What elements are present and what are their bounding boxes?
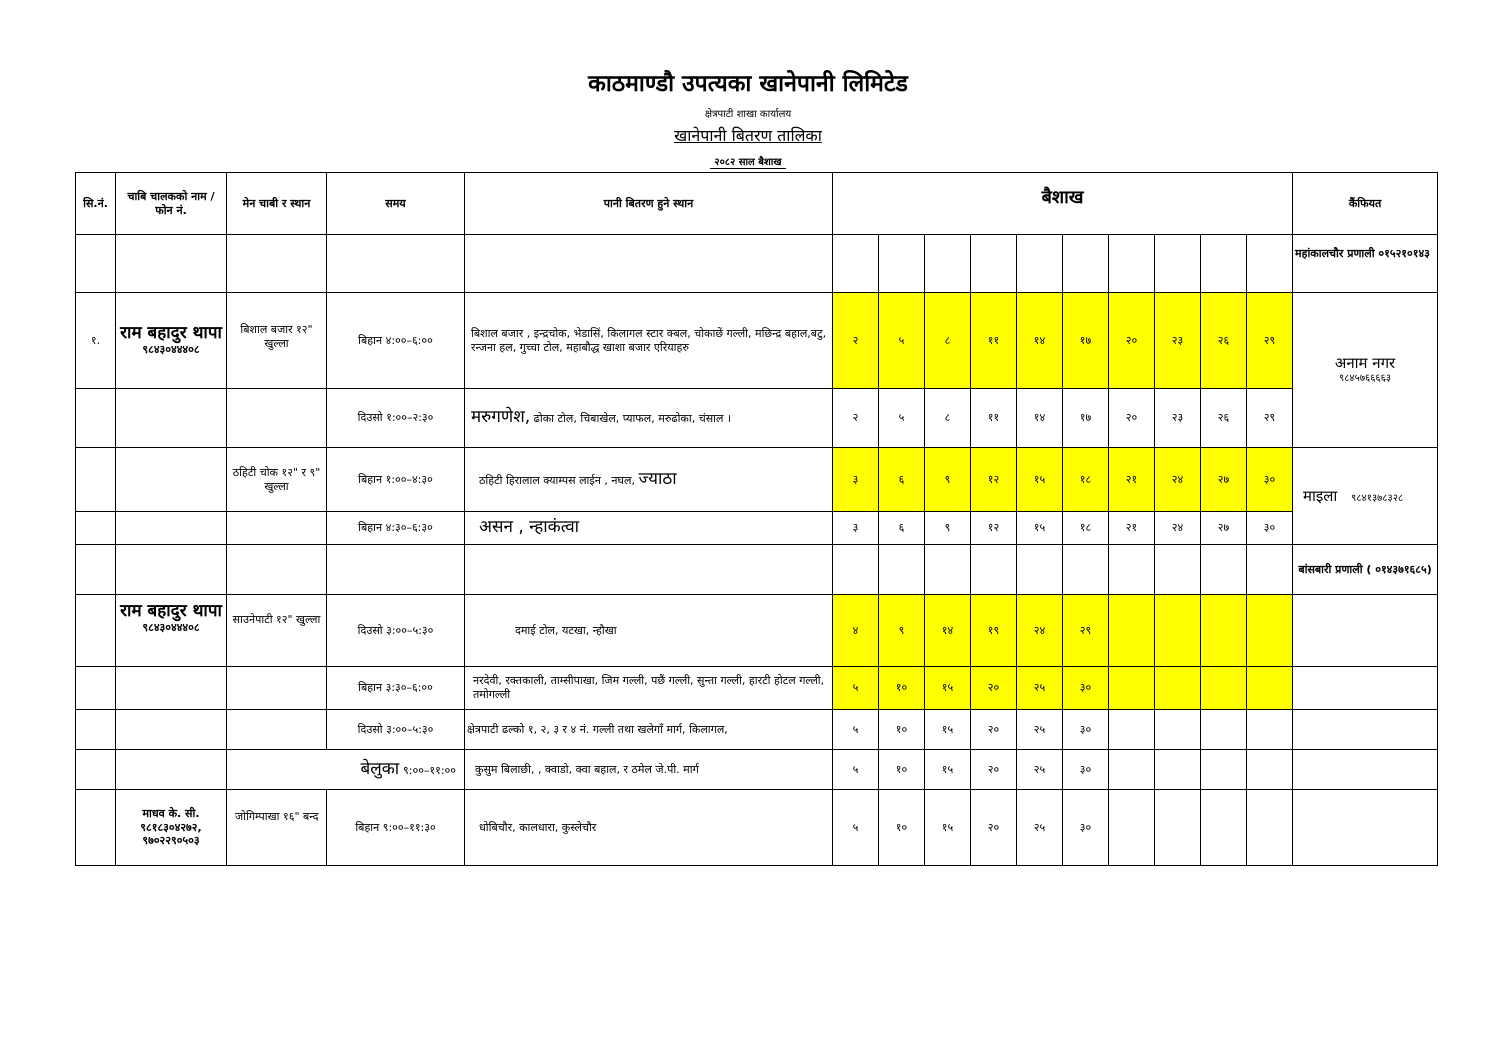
operator-2-phone: ९८४३०४४४०८ bbox=[142, 620, 200, 634]
table-row bbox=[76, 710, 1438, 750]
col-time: समय bbox=[327, 173, 465, 235]
row-location: क्षेत्रपाटी ढल्को १, २, ३ र ४ नं. गल्ली तथा खलेगाँ मार्ग, किलागल, bbox=[465, 710, 833, 750]
valve-1: बिशाल बजार १२" खुल्ला bbox=[227, 293, 327, 389]
date-cell: १४ bbox=[925, 595, 971, 667]
valve-4: जोगिम्पाखा १६" बन्द bbox=[227, 790, 327, 866]
row-sn bbox=[76, 667, 116, 710]
date-cell: ९ bbox=[879, 595, 925, 667]
table-row bbox=[76, 512, 1438, 545]
row-location: नरदेवी, रक्तकाली, ताम्सीपाखा, जिम गल्ली, पछैं गल्ली, सुन्ता गल्ली, हारटी होटल गल्ली, तमोगल्ली bbox=[465, 667, 833, 710]
table-row bbox=[76, 595, 1438, 667]
office-name: क्षेत्रपाटी शाखा कार्यालय bbox=[704, 109, 792, 120]
date-cell: २० bbox=[1109, 293, 1155, 389]
row-sn bbox=[76, 750, 116, 790]
system-mahankal: महांकालचौर प्रणाली ०१५२१०१४३ bbox=[1293, 235, 1438, 293]
col-operator: चाबि चालकको नाम / फोन नं. bbox=[116, 173, 227, 235]
table-row bbox=[76, 750, 1438, 790]
operator-2 bbox=[116, 595, 227, 667]
time-rest: ९:००–११:०० bbox=[403, 763, 456, 777]
date-cell: २५ bbox=[1017, 750, 1063, 790]
row-location bbox=[465, 512, 833, 545]
row-time: बिहान ३:३०–६:०० bbox=[327, 667, 465, 710]
location-lead: असन , न्हाकंत्वा bbox=[479, 517, 580, 538]
date-cell: ३० bbox=[1247, 512, 1293, 545]
date-cell: २४ bbox=[1155, 512, 1201, 545]
date-cell: ३० bbox=[1063, 667, 1109, 710]
date-cell: ३ bbox=[833, 448, 879, 512]
date-cell: २५ bbox=[1017, 790, 1063, 866]
date-cell: २ bbox=[833, 389, 879, 448]
row-sn bbox=[76, 595, 116, 667]
row-time: दिउसो ३:००–५:३० bbox=[327, 595, 465, 667]
remarks-2 bbox=[1293, 448, 1438, 545]
date-cell: ३० bbox=[1063, 750, 1109, 790]
date-cell: १० bbox=[879, 750, 925, 790]
date-cell: २४ bbox=[1017, 595, 1063, 667]
date-cell: ८ bbox=[925, 389, 971, 448]
date-cell: ५ bbox=[879, 389, 925, 448]
date-cell: ३० bbox=[1247, 448, 1293, 512]
row-location bbox=[465, 389, 833, 448]
date-cell: १२ bbox=[971, 448, 1017, 512]
date-cell: २९ bbox=[1063, 595, 1109, 667]
date-cell: १९ bbox=[971, 595, 1017, 667]
year-label: २०८२ साल बैशाख bbox=[710, 157, 785, 169]
date-cell: १५ bbox=[1017, 448, 1063, 512]
table-row bbox=[76, 448, 1438, 512]
header-row bbox=[76, 173, 1438, 235]
date-cell: ८ bbox=[925, 293, 971, 389]
operator-1 bbox=[116, 293, 227, 389]
col-month: बैशाख bbox=[833, 173, 1293, 235]
row-sn: १. bbox=[76, 293, 116, 389]
date-cell: ३ bbox=[833, 512, 879, 545]
valve-3: साउनेपाटी १२" खुल्ला bbox=[227, 595, 327, 667]
date-cell: ३० bbox=[1063, 710, 1109, 750]
date-cell: २१ bbox=[1109, 448, 1155, 512]
date-cell: १८ bbox=[1063, 448, 1109, 512]
date-cell: ५ bbox=[833, 790, 879, 866]
col-sn: सि.नं. bbox=[76, 173, 116, 235]
row-sn bbox=[76, 389, 116, 448]
system-bansbari: बांसबारी प्रणाली ( ०१४३७१६८५) bbox=[1293, 545, 1438, 595]
date-cell: १५ bbox=[925, 667, 971, 710]
row-time: बिहान ४:००–६:०० bbox=[327, 293, 465, 389]
row-location: धोबिचौर, कालधारा, कुस्लेचौर bbox=[465, 790, 833, 866]
operator-3-phone: ९८१८३०४२७२, ९७०२२९०५०३ bbox=[140, 820, 202, 848]
system-row-mahankal bbox=[76, 235, 1438, 293]
row-sn bbox=[76, 448, 116, 512]
distribution-table bbox=[75, 172, 1438, 866]
date-cell: १७ bbox=[1063, 389, 1109, 448]
operator-1-phone: ९८४३०४४४०८ bbox=[142, 342, 200, 356]
date-cell: १४ bbox=[1017, 293, 1063, 389]
row-time: बिहान ९:००–११:३० bbox=[327, 790, 465, 866]
date-cell: २१ bbox=[1109, 512, 1155, 545]
date-cell: २५ bbox=[1017, 667, 1063, 710]
date-cell: ५ bbox=[833, 750, 879, 790]
col-valve: मेन चाबी र स्थान bbox=[227, 173, 327, 235]
date-cell: ६ bbox=[879, 448, 925, 512]
date-cell: १८ bbox=[1063, 512, 1109, 545]
date-cell: २९ bbox=[1247, 389, 1293, 448]
date-cell: १५ bbox=[1017, 512, 1063, 545]
date-cell: ६ bbox=[879, 512, 925, 545]
remarks-2-name: माइला bbox=[1303, 486, 1338, 505]
row-time: दिउसो १:००–२:३० bbox=[327, 389, 465, 448]
date-cell: ११ bbox=[971, 389, 1017, 448]
col-location: पानी बितरण हुने स्थान bbox=[465, 173, 833, 235]
row-time bbox=[227, 750, 465, 790]
row-location: कुसुम बिलाछी, , क्वाडो, क्वा बहाल, र ठमेल जे.पी. मार्ग bbox=[465, 750, 833, 790]
date-cell: ११ bbox=[971, 293, 1017, 389]
valve-2: ठहिटी चोक १२" र ९" खुल्ला bbox=[227, 448, 327, 512]
date-cell: ५ bbox=[879, 293, 925, 389]
date-cell: २ bbox=[833, 293, 879, 389]
date-cell: १५ bbox=[925, 790, 971, 866]
row-time: बिहान १:००–४:३० bbox=[327, 448, 465, 512]
table-row bbox=[76, 389, 1438, 448]
date-cell: २७ bbox=[1201, 512, 1247, 545]
remarks-1-name: अनाम नगर bbox=[1334, 354, 1396, 373]
date-cell: २० bbox=[971, 790, 1017, 866]
date-cell: २३ bbox=[1155, 293, 1201, 389]
col-remarks: कैंफियत bbox=[1293, 173, 1438, 235]
page-title: काठमाण्डौ उपत्यका खानेपानी लिमिटेड bbox=[588, 71, 908, 97]
table-row bbox=[76, 293, 1438, 389]
remarks-1 bbox=[1293, 293, 1438, 448]
date-cell: ५ bbox=[833, 710, 879, 750]
remarks-2-phone: ९८४१३७८३२८ bbox=[1351, 492, 1404, 504]
date-cell: १२ bbox=[971, 512, 1017, 545]
operator-3 bbox=[116, 790, 227, 866]
location-lead: ज्याठा bbox=[638, 468, 677, 489]
date-cell: ४ bbox=[833, 595, 879, 667]
date-cell: २० bbox=[1109, 389, 1155, 448]
date-cell: ९ bbox=[925, 512, 971, 545]
date-cell: ५ bbox=[833, 667, 879, 710]
table-row bbox=[76, 667, 1438, 710]
remarks-1-phone: ९८४५७६६६६३ bbox=[1339, 373, 1392, 385]
date-cell: १४ bbox=[1017, 389, 1063, 448]
location-lead: मरुगणेश, bbox=[471, 407, 531, 428]
row-time: बिहान ४:३०–६:३० bbox=[327, 512, 465, 545]
date-cell: ९ bbox=[925, 448, 971, 512]
operator-2-name: राम बहादुर थापा bbox=[120, 601, 222, 621]
location-rest: ढोका टोल, चिबाखेल, प्याफल, मरुढोका, चंसाल । bbox=[533, 412, 732, 426]
operator-3-name: माधव के. सी. bbox=[142, 806, 200, 820]
row-location: बिशाल बजार , इन्द्रचोक, भेडासिं, किलागल स्टार क्बल, चोकाछें गल्ली, मछिन्द्र बहाल,बटु, रन्जना हल, गुच्चा टोल, महाबौद्ध खाशा बजार एरियाहरु bbox=[465, 293, 833, 389]
date-cell: १५ bbox=[925, 750, 971, 790]
date-cell: २६ bbox=[1201, 293, 1247, 389]
schedule-year bbox=[0, 154, 1496, 168]
operator-1-name: राम बहादुर थापा bbox=[120, 322, 222, 343]
date-cell: ३० bbox=[1063, 790, 1109, 866]
date-cell: २४ bbox=[1155, 448, 1201, 512]
date-cell: २५ bbox=[1017, 710, 1063, 750]
row-location bbox=[465, 448, 833, 512]
date-cell: २६ bbox=[1201, 389, 1247, 448]
date-cell: २० bbox=[971, 750, 1017, 790]
row-location: दमाई टोल, यटखा, न्हौखा bbox=[465, 595, 833, 667]
date-cell: १५ bbox=[925, 710, 971, 750]
date-cell: २० bbox=[971, 667, 1017, 710]
row-sn bbox=[76, 790, 116, 866]
date-cell: १० bbox=[879, 667, 925, 710]
date-cell: १० bbox=[879, 710, 925, 750]
schedule-title: खानेपानी बितरण तालिका bbox=[674, 126, 822, 145]
time-lead: बेलुका bbox=[360, 758, 400, 779]
date-cell: १७ bbox=[1063, 293, 1109, 389]
date-cell: २३ bbox=[1155, 389, 1201, 448]
location-rest: ठहिटी हिरालाल क्याम्पस लाईन , नघल, bbox=[479, 473, 635, 487]
row-sn bbox=[76, 512, 116, 545]
date-cell: २० bbox=[971, 710, 1017, 750]
date-cell: २९ bbox=[1247, 293, 1293, 389]
table-row bbox=[76, 790, 1438, 866]
date-cell: २७ bbox=[1201, 448, 1247, 512]
system-row-bansbari bbox=[76, 545, 1438, 595]
row-time: दिउसो ३:००–५:३० bbox=[327, 710, 465, 750]
row-sn bbox=[76, 710, 116, 750]
date-cell: १० bbox=[879, 790, 925, 866]
